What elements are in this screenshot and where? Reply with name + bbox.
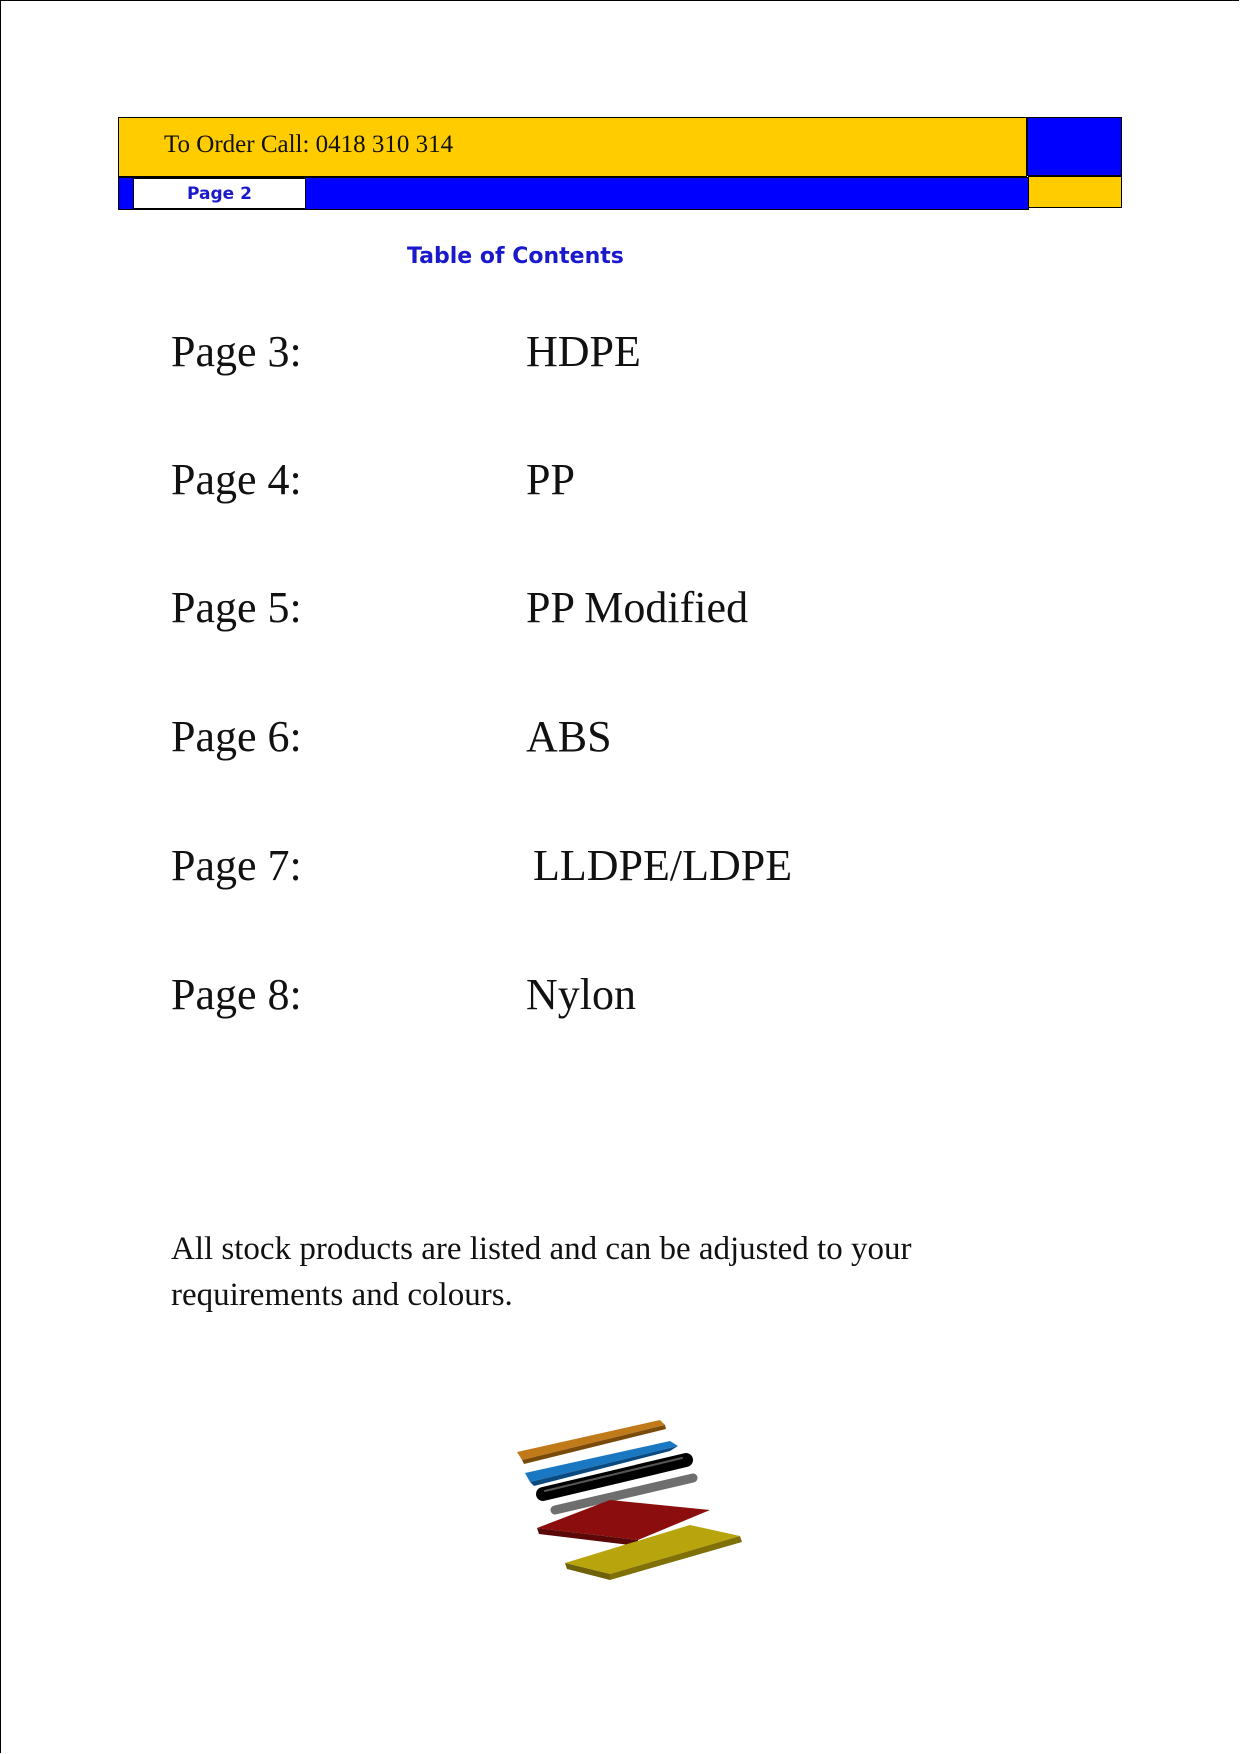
- toc-item-label: LLDPE/LDPE: [533, 841, 793, 890]
- toc-row: [0, 711, 1240, 771]
- toc-title: Table of Contents: [407, 244, 624, 269]
- header-block-blue: [1027, 117, 1122, 176]
- toc-item-label: PP: [526, 455, 575, 504]
- toc-item-label: PP Modified: [526, 583, 749, 632]
- toc-row: [0, 454, 1240, 514]
- toc-page-number: Page 7:: [171, 841, 302, 890]
- toc-page-number: Page 6:: [171, 712, 302, 761]
- plastic-stock-bars-icon: [510, 1420, 760, 1580]
- toc-item-label: HDPE: [526, 327, 641, 376]
- toc-row: [0, 326, 1240, 386]
- page-number-tab: Page 2: [133, 178, 306, 209]
- toc-page-number: Page 5:: [171, 583, 302, 632]
- header-block-yellow: [1028, 176, 1122, 208]
- toc-page-number: Page 8:: [171, 970, 302, 1019]
- toc-item-label: Nylon: [526, 970, 636, 1019]
- toc-page-number: Page 3:: [171, 327, 302, 376]
- toc-row: [0, 582, 1240, 642]
- toc-page-number: Page 4:: [171, 455, 302, 504]
- toc-row: [0, 969, 1240, 1029]
- toc-row: [0, 840, 1240, 900]
- stock-note: All stock products are listed and can be adjusted to your requirements and colours.: [171, 1231, 912, 1313]
- order-call-text: To Order Call: 0418 310 314: [164, 131, 454, 158]
- toc-item-label: ABS: [526, 712, 612, 761]
